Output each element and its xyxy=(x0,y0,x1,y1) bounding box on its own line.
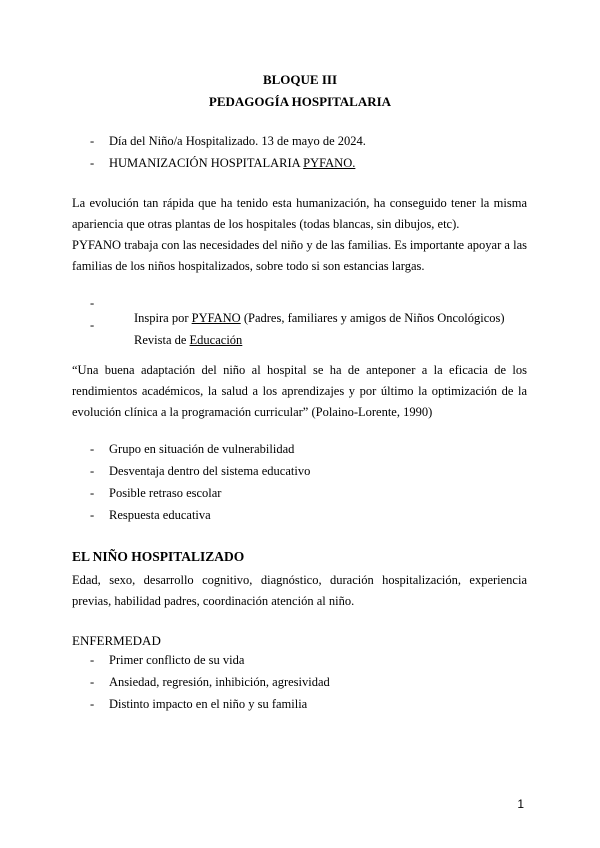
illness-list xyxy=(90,653,530,719)
bullet-dash: - xyxy=(90,156,95,170)
educacion-link[interactable]: Educación xyxy=(189,333,243,347)
list-item xyxy=(90,508,530,530)
bullet-dash: - xyxy=(90,134,95,148)
paragraph: PYFANO trabaja con las necesidades del niño y de las familias. Es importante apoyar a las familias de los niños hospitalizados, sobre todo si son estancias largas. xyxy=(72,238,527,273)
list-item xyxy=(90,134,530,156)
list-item xyxy=(90,697,530,719)
list-item-text: Desventaja dentro del sistema educativo xyxy=(109,464,311,478)
list-item xyxy=(90,486,530,508)
pyfano-link[interactable]: PYFANO. xyxy=(303,156,356,170)
bullet-dash: - xyxy=(90,296,95,310)
block-title: BLOQUE III xyxy=(262,72,338,87)
paragraph: Edad, sexo, desarrollo cognitivo, diagnóstico, duración hospitalización, experiencia previas, habilidad padres, coordinación atención al niño. xyxy=(72,573,527,608)
bullet-dash: - xyxy=(90,486,95,500)
list-item-text: Primer conflicto de su vida xyxy=(109,653,245,667)
intro-list xyxy=(90,134,530,178)
bullet-dash: - xyxy=(90,675,95,689)
list-item xyxy=(90,464,530,486)
list-item-text: Inspira por xyxy=(134,311,192,325)
list-item-text: Distinto impacto en el niño y su familia xyxy=(109,697,308,711)
vulnerability-list xyxy=(90,442,530,530)
page-number: 1 xyxy=(517,797,524,811)
bullet-dash: - xyxy=(90,318,95,332)
list-item xyxy=(90,653,530,675)
bullet-dash: - xyxy=(90,697,95,711)
list-item-text: HUMANIZACIÓN HOSPITALARIA xyxy=(109,156,304,170)
list-item xyxy=(90,296,530,325)
list-item-text: Ansiedad, regresión, inhibición, agresividad xyxy=(109,675,330,689)
bullet-dash: - xyxy=(90,464,95,478)
bullet-dash: - xyxy=(90,442,95,456)
page-title: PEDAGOGÍA HOSPITALARIA xyxy=(208,94,392,109)
bullet-dash: - xyxy=(90,508,95,522)
paragraph: La evolución tan rápida que ha tenido esta humanización, ha conseguido tener la misma apariencia que otras plantas de los hospitales (todas blancas, sin dibujos, etc). xyxy=(72,196,527,231)
pyfano-link[interactable]: PYFANO xyxy=(191,311,241,325)
bullet-dash: - xyxy=(90,653,95,667)
list-item xyxy=(90,675,530,697)
list-item-text: Respuesta educativa xyxy=(109,508,211,522)
quote-paragraph: “Una buena adaptación del niño al hospital se ha de anteponer a la eficacia de los rendimientos académicos, la salud a los aprendizajes y por último la optimización de la evolución clínica a la programación curricular” (Polaino-Lorente, 1990) xyxy=(72,363,527,419)
list-item xyxy=(90,442,530,464)
list-item-text: (Padres, familiares y amigos de Niños Oncológicos) xyxy=(240,311,505,325)
list-item-text: Día del Niño/a Hospitalizado. 13 de mayo de 2024. xyxy=(109,134,366,148)
resources-list xyxy=(90,296,530,347)
list-item-text: Posible retraso escolar xyxy=(109,486,222,500)
list-item xyxy=(90,156,530,178)
list-item-text: Revista de xyxy=(134,333,190,347)
section-heading-illness: ENFERMEDAD xyxy=(72,633,161,648)
section-heading-child: EL NIÑO HOSPITALIZADO xyxy=(72,549,245,564)
list-item-text: Grupo en situación de vulnerabilidad xyxy=(109,442,295,456)
